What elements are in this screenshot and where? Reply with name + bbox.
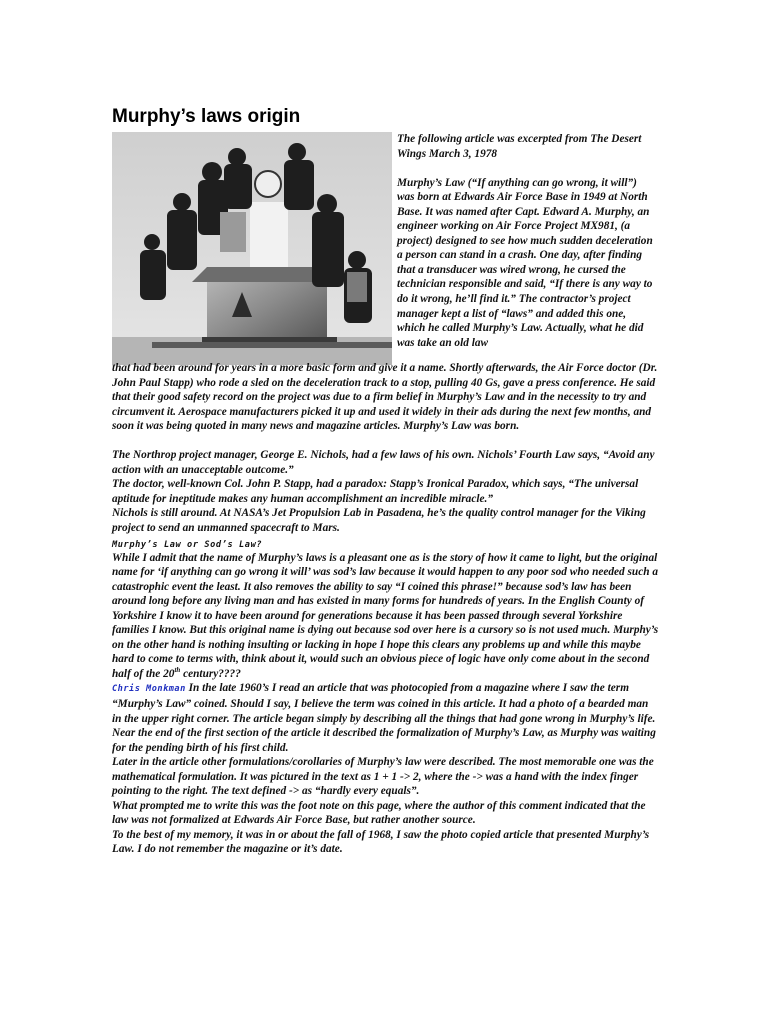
- article-body: [112, 361, 660, 857]
- sod-law-paragraph: [112, 551, 660, 682]
- section-heading: Murphy’s Law or Sod’s Law?: [112, 539, 263, 550]
- origin-paragraph: Murphy’s Law (“If anything can go wrong, it will”) was born at Edwards Air Force Base in 1949 at North Base. It was named after Capt. Edward A. Murphy, an engineer working on Air Force Project MX981, (a project) designed to see how much sudden deceleration a person can stand in a crash. One day, after finding that a transducer was wired wrong, he cursed the technician responsible and said, “If there is any way to do it wrong, he’ll find it.” The contractor’s project manager kept a list of “laws” and added this one, which he called Murphy’s Law. Actually, what he did was take an old law: [397, 176, 653, 349]
- excerpt-note: The following article was excerpted from The Desert Wings March 3, 1978: [397, 133, 642, 160]
- nichols-law-paragraph: The Northrop project manager, George E. Nichols, had a few laws of his own. Nichols’ Fourth Law says, “Avoid any action with an unacceptable outcome.”: [112, 449, 655, 476]
- author-link[interactable]: Chris Monkman: [112, 684, 186, 695]
- sod-law-text: While I admit that the name of Murphy’s laws is a pleasant one as is the story of how it came to light, but the original name for ‘if anything can go wrong it will’ was sod’s law because it would happen to any poor sod who needed such a catastrophic event the least. It also removes the ability to say “I coined this phrase!” because sod’s law has been around long before any living man and has existed in many forms for hundreds of years. In the English County of Yorkshire I know it to have been around for generations because it has been passed through several Yorkshire families I know. But this original name is dying out because sod over here is a cursory so is not used much. Murphy’s on the other hand is nothing insulting or lacking in hope I hope this clears any problems up and while this maybe hard to come to terms with, think about it, would such an obvious piece of logic have only come about in the second half of the 20: [112, 551, 659, 680]
- sod-law-tail: century????: [180, 667, 241, 680]
- ordinal-suffix: th: [174, 666, 181, 675]
- nichols-nasa-paragraph: Nichols is still around. At NASA’s Jet Propulsion Lab in Pasadena, he’s the quality control manager for the Viking project to send an unmanned spacecraft to Mars.: [112, 507, 646, 534]
- page-title: Murphy’s laws origin: [112, 106, 301, 127]
- intro-column: [397, 132, 657, 350]
- photo-illustration: [112, 132, 392, 365]
- formulation-paragraph: Later in the article other formulations/corollaries of Murphy’s law were described. The most memorable one was the mathematical formulation. It was pictured in the text as 1 + 1 -> 2, where the -> was a hand with the index finger pointing to the right. The text defined -> as “hardly every equals”.: [112, 756, 654, 798]
- stapp-paradox-paragraph: The doctor, well-known Col. John P. Stapp, had a paradox: Stapp’s Ironical Paradox, which says, “The universal aptitude for ineptitude makes any human accomplishment an incredible miracle.”: [112, 478, 639, 505]
- rocket-sled-photo: [112, 132, 392, 365]
- comment-paragraph: [112, 681, 660, 755]
- footnote-paragraph: What prompted me to write this was the foot note on this page, where the author of this comment indicated that the law was not formalized at Edwards Air Force Base, but rather another source.: [112, 799, 646, 827]
- comment-text: In the late 1960’s I read an article that was photocopied from a magazine where I saw the term “Murphy’s Law” coined. Should I say, I believe the term was coined in this article. It had a photo of a bearded man in the upper right corner. The article began simply by describing all the things that had gone wrong in Murphy’s life. Near the end of the first section of the article it described the formalization of Murphy’s Law, as Murphy was waiting for the pending birth of his first child.: [112, 682, 656, 754]
- memory-paragraph: To the best of my memory, it was in or about the fall of 1968, I saw the photo copied article that presented Murphy’s Law. I do not remember the magazine or it’s date.: [112, 828, 650, 856]
- origin-continuation: that had been around for years in a more basic form and give it a name. Shortly afterwards, the Air Force doctor (Dr. John Paul Stapp) who rode a sled on the deceleration track to a stop, pulling 40 Gs, gave a press conference. He said that their good safety record on the project was due to a firm belief in Murphy’s Law and in the necessity to try and circumvent it. Aerospace manufacturers picked it up and used it widely in their ads during the next few months, and soon it was being quoted in many news and magazine articles. Murphy’s Law was born.: [112, 362, 658, 433]
